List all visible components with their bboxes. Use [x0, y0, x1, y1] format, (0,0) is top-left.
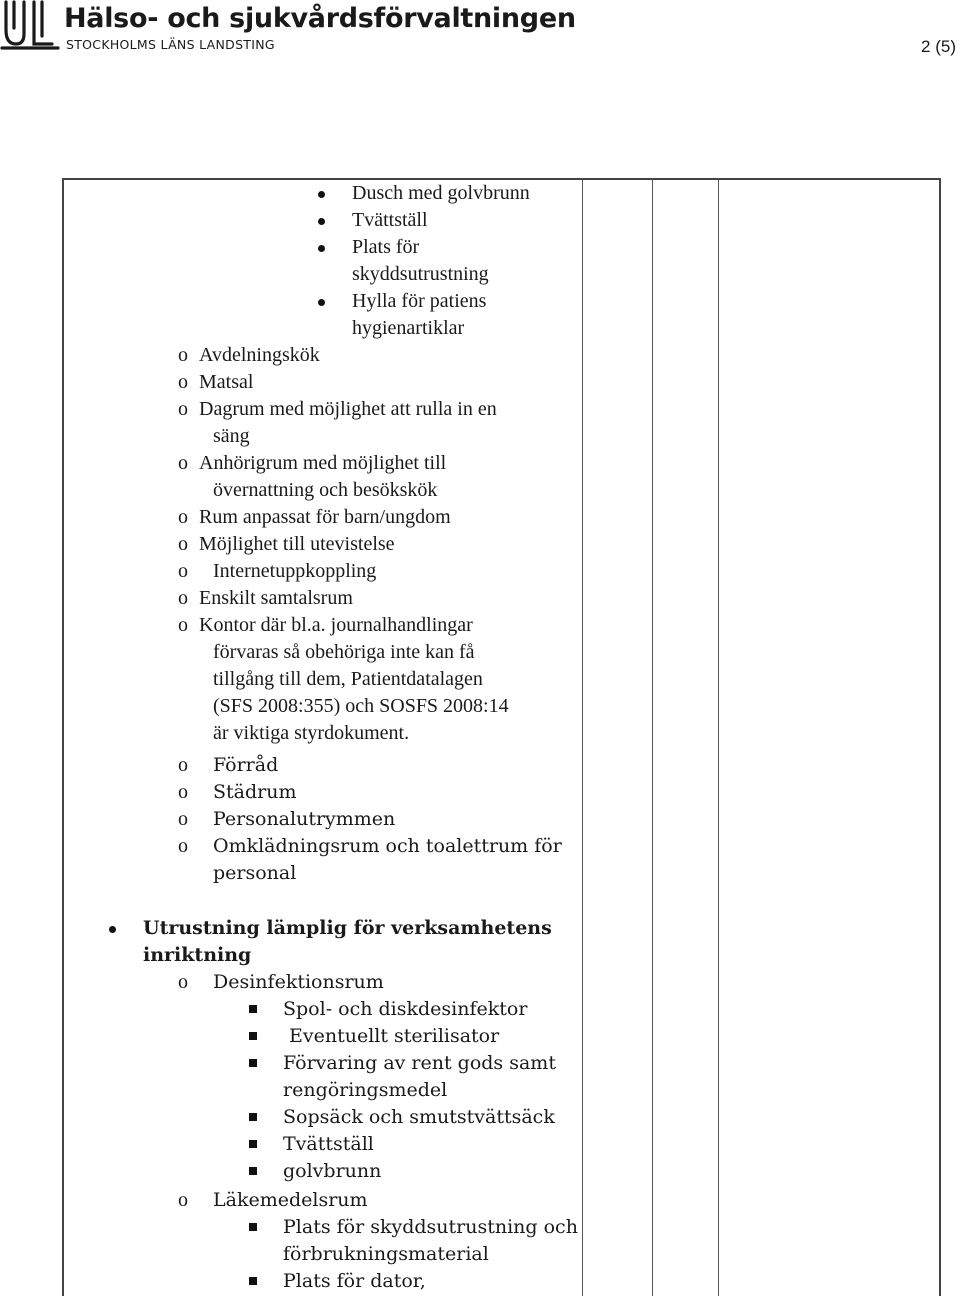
list-item: Avdelningskök [199, 344, 320, 366]
list-marker: o [178, 371, 188, 393]
list-item-continuation: (SFS 2008:355) och SOSFS 2008:14 [213, 695, 509, 717]
square-bullet-icon [249, 1113, 257, 1121]
list-marker: o [178, 808, 188, 830]
list-item-continuation: förvaras så obehöriga inte kan få [213, 641, 475, 663]
list-item: Dusch med golvbrunn [352, 182, 530, 204]
list-item-continuation: övernattning och besökskök [213, 479, 438, 501]
list-item: Förråd [213, 754, 279, 776]
organization-name: Hälso- och sjukvårdsförvaltningen [64, 3, 576, 34]
list-item: Läkemedelsrum [213, 1189, 368, 1211]
list-marker: o [178, 781, 188, 803]
square-bullet-icon [249, 1005, 257, 1013]
list-item: Plats för skyddsutrustning och [283, 1216, 578, 1238]
list-item: Plats för [352, 236, 420, 258]
list-item-continuation: skyddsutrustning [352, 263, 489, 285]
list-item-continuation: är viktiga styrdokument. [213, 722, 410, 744]
bullet-icon [318, 299, 325, 306]
list-item: Rum anpassat för barn/ungdom [199, 506, 451, 528]
table-column-divider [652, 178, 653, 1296]
bullet-icon [109, 926, 116, 933]
list-item: Sopsäck och smutstvättsäck [283, 1106, 555, 1128]
list-item: Anhörigrum med möjlighet till [199, 452, 447, 474]
page-number: 2 (5) [921, 37, 956, 56]
list-item-continuation: tillgång till dem, Patientdatalagen [213, 668, 483, 690]
bullet-icon [318, 245, 325, 252]
list-item: Förvaring av rent gods samt [283, 1052, 556, 1074]
square-bullet-icon [249, 1032, 257, 1040]
list-marker: o [178, 587, 188, 609]
list-marker: o [178, 754, 188, 776]
square-bullet-icon [249, 1167, 257, 1175]
list-marker: o [178, 344, 188, 366]
table-column-divider [582, 178, 583, 1296]
list-item: Hylla för patiens [352, 290, 487, 312]
list-item-continuation: förbrukningsmaterial [283, 1243, 489, 1265]
table-column-divider [718, 178, 719, 1296]
landsting-logo-icon [0, 0, 60, 52]
list-item-continuation: personal [213, 862, 297, 884]
list-item: Tvättställ [283, 1133, 374, 1155]
list-item-continuation: hygienartiklar [352, 317, 465, 339]
list-item: Enskilt samtalsrum [199, 587, 353, 609]
list-item: Desinfektionsrum [213, 971, 384, 993]
list-marker: o [178, 533, 188, 555]
square-bullet-icon [249, 1140, 257, 1148]
square-bullet-icon [249, 1223, 257, 1231]
list-item-continuation: rengöringsmedel [283, 1079, 448, 1101]
list-marker: o [178, 1189, 188, 1211]
list-item: Spol- och diskdesinfektor [283, 998, 528, 1020]
list-item-continuation: säng [213, 425, 250, 447]
list-marker: o [178, 398, 188, 420]
list-marker: o [178, 835, 188, 857]
list-item: Städrum [213, 781, 297, 803]
list-marker: o [178, 452, 188, 474]
list-item: Omklädningsrum och toalettrum för [213, 835, 562, 857]
square-bullet-icon [249, 1059, 257, 1067]
organization-subtitle: STOCKHOLMS LÄNS LANDSTING [66, 37, 275, 52]
list-marker: o [178, 971, 188, 993]
list-marker: o [178, 614, 188, 636]
list-item: Tvättställ [352, 209, 428, 231]
list-item: Plats för dator, [283, 1270, 426, 1292]
bullet-icon [318, 218, 325, 225]
organization-logo [0, 0, 576, 60]
section-heading-continuation: inriktning [143, 944, 252, 966]
list-item: Matsal [199, 371, 254, 393]
list-item: Internetuppkoppling [213, 560, 377, 582]
list-item: Dagrum med möjlighet att rulla in en [199, 398, 497, 420]
square-bullet-icon [249, 1277, 257, 1285]
bullet-icon [318, 191, 325, 198]
list-marker: o [178, 560, 188, 582]
list-item: Kontor där bl.a. journalhandlingar [199, 614, 473, 636]
list-item: Personalutrymmen [213, 808, 396, 830]
list-item: golvbrunn [283, 1160, 382, 1182]
section-heading: Utrustning lämplig för verksamhetens [143, 917, 552, 939]
list-item: Möjlighet till utevistelse [199, 533, 395, 555]
list-item: Eventuellt sterilisator [289, 1025, 500, 1047]
list-marker: o [178, 506, 188, 528]
